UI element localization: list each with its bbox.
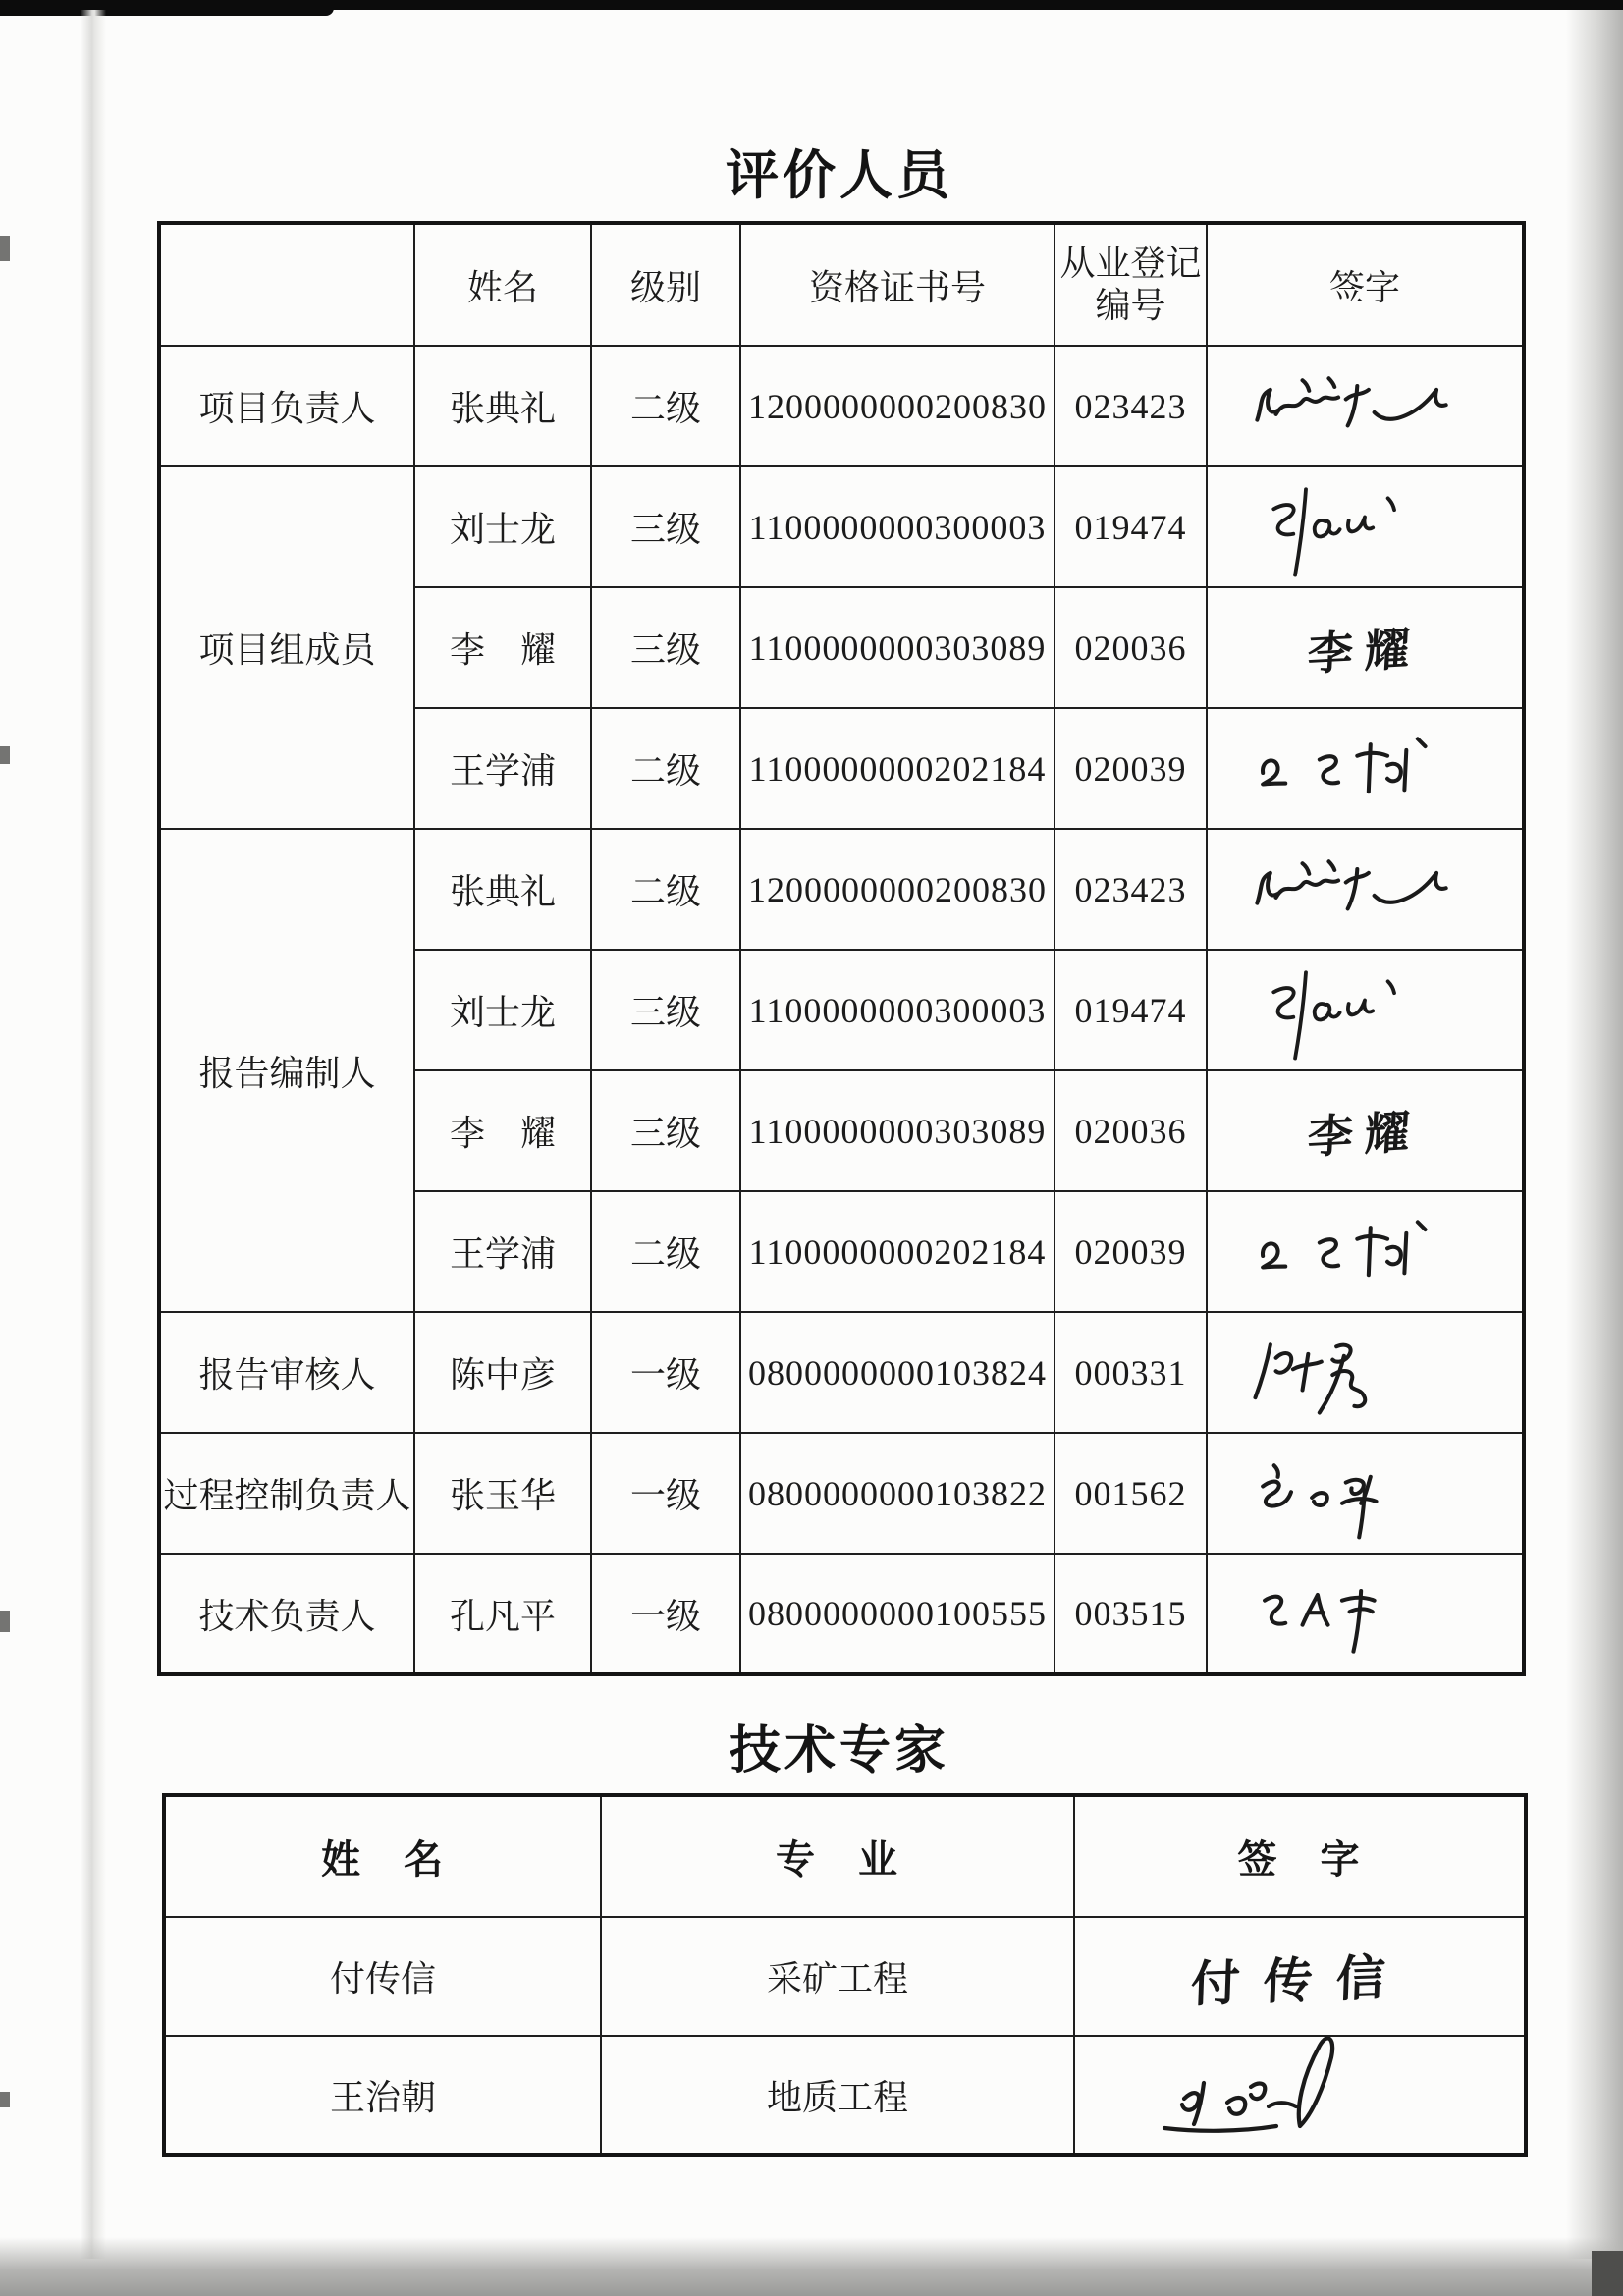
level-cell: 一级 [591,1433,740,1554]
signature-cell [1207,1554,1524,1674]
level-cell: 三级 [591,466,740,587]
reg-cell: 001562 [1055,1433,1207,1554]
cert-cell: 1200000000200830 [740,346,1055,466]
signature-liu-shilong [1242,965,1488,1064]
table-row [159,1554,1524,1674]
name-cell: 王学浦 [414,1191,591,1312]
header-level: 级别 [591,223,740,346]
role-cell: 过程控制负责人 [159,1433,414,1554]
signature-cell [1207,829,1524,950]
signature-zhang-dianli [1242,845,1488,943]
cert-cell: 1100000000303089 [740,1070,1055,1191]
header-signature: 签字 [1207,223,1524,346]
signature-cell [1207,1433,1524,1554]
level-cell: 一级 [591,1312,740,1433]
table-row [159,466,1524,587]
cert-cell: 1100000000300003 [740,950,1055,1070]
reg-cell: 023423 [1055,346,1207,466]
table-row [164,2036,1526,2155]
reg-cell: 020036 [1055,1070,1207,1191]
table-row [159,1433,1524,1554]
cert-cell: 0800000000103824 [740,1312,1055,1433]
reg-cell: 003515 [1055,1554,1207,1674]
reg-cell: 023423 [1055,829,1207,950]
level-cell: 二级 [591,1191,740,1312]
name-cell: 刘士龙 [414,950,591,1070]
cert-cell: 0800000000103822 [740,1433,1055,1554]
role-cell: 报告审核人 [159,1312,414,1433]
scan-speck [0,2092,10,2107]
reg-cell: 020039 [1055,708,1207,829]
signature-zhang-yuhua [1242,1449,1488,1547]
signature-cell [1074,2036,1526,2155]
header-signature: 签 字 [1074,1795,1526,1917]
signature-fu-chuanxin: 付传信 [1189,1948,1410,2012]
level-cell: 三级 [591,587,740,708]
level-cell: 二级 [591,346,740,466]
table-header-row [159,223,1524,346]
evaluators-title: 评价人员 [726,146,953,205]
name-cell: 孔凡平 [414,1554,591,1674]
cert-cell: 1100000000202184 [740,1191,1055,1312]
name-cell: 李 耀 [414,587,591,708]
name-cell: 王治朝 [164,2036,601,2155]
scan-speck [0,1611,10,1632]
level-cell: 一级 [591,1554,740,1674]
signature-cell [1207,1070,1524,1191]
cert-cell: 1200000000200830 [740,829,1055,950]
signature-cell [1207,466,1524,587]
table-row [164,1917,1526,2036]
header-major: 专 业 [601,1795,1074,1917]
name-cell: 陈中彦 [414,1312,591,1433]
signature-cell [1207,1191,1524,1312]
header-name: 姓 名 [164,1795,601,1917]
scan-shadow-bottom [0,2237,1623,2296]
reg-cell: 019474 [1055,950,1207,1070]
signature-wang-xuepu [1242,724,1488,822]
level-cell: 三级 [591,1070,740,1191]
signature-cell [1207,587,1524,708]
signature-cell [1207,950,1524,1070]
role-cell: 报告编制人 [159,829,414,1312]
signature-wang-xuepu [1242,1207,1488,1305]
signature-chen-zhongyan [1242,1328,1488,1426]
reg-cell: 020036 [1055,587,1207,708]
scan-edge-bottom-right [1592,2251,1623,2296]
scan-edge-right [1566,10,1623,2259]
signature-cell [1207,1312,1524,1433]
name-cell: 李 耀 [414,1070,591,1191]
signature-wang-zhichao [1153,2024,1447,2152]
level-cell: 二级 [591,829,740,950]
signature-li-yao: 李耀 [1306,623,1424,680]
experts-table [162,1793,1528,2157]
reg-cell: 019474 [1055,466,1207,587]
table-row [159,829,1524,950]
name-cell: 张典礼 [414,346,591,466]
cert-cell: 1100000000303089 [740,587,1055,708]
name-cell: 刘士龙 [414,466,591,587]
header-name: 姓名 [414,223,591,346]
level-cell: 二级 [591,708,740,829]
major-cell: 采矿工程 [601,1917,1074,2036]
experts-title: 技术专家 [729,1722,949,1779]
cert-cell: 1100000000202184 [740,708,1055,829]
role-cell: 技术负责人 [159,1554,414,1674]
signature-zhang-dianli [1242,361,1488,460]
role-cell: 项目组成员 [159,466,414,829]
header-role-blank [159,223,414,346]
page-fold-crease [81,10,106,2259]
table-row [159,346,1524,466]
signature-cell [1207,346,1524,466]
major-cell: 地质工程 [601,2036,1074,2155]
name-cell: 付传信 [164,1917,601,2036]
reg-cell: 020039 [1055,1191,1207,1312]
header-cert: 资格证书号 [740,223,1055,346]
signature-cell [1074,1917,1526,2036]
header-registration: 从业登记 编号 [1055,223,1207,346]
table-row [159,1312,1524,1433]
reg-cell: 000331 [1055,1312,1207,1433]
table-header-row [164,1795,1526,1917]
signature-cell [1207,708,1524,829]
scan-edge-top-left [0,0,334,16]
name-cell: 王学浦 [414,708,591,829]
role-cell: 项目负责人 [159,346,414,466]
cert-cell: 0800000000100555 [740,1554,1055,1674]
scan-speck [0,236,10,261]
signature-liu-shilong [1242,482,1488,580]
cert-cell: 1100000000300003 [740,466,1055,587]
scan-speck [0,746,10,764]
signature-kong-fanping [1242,1568,1488,1667]
name-cell: 张玉华 [414,1433,591,1554]
evaluators-table [157,221,1526,1676]
name-cell: 张典礼 [414,829,591,950]
level-cell: 三级 [591,950,740,1070]
signature-li-yao: 李耀 [1306,1106,1424,1163]
